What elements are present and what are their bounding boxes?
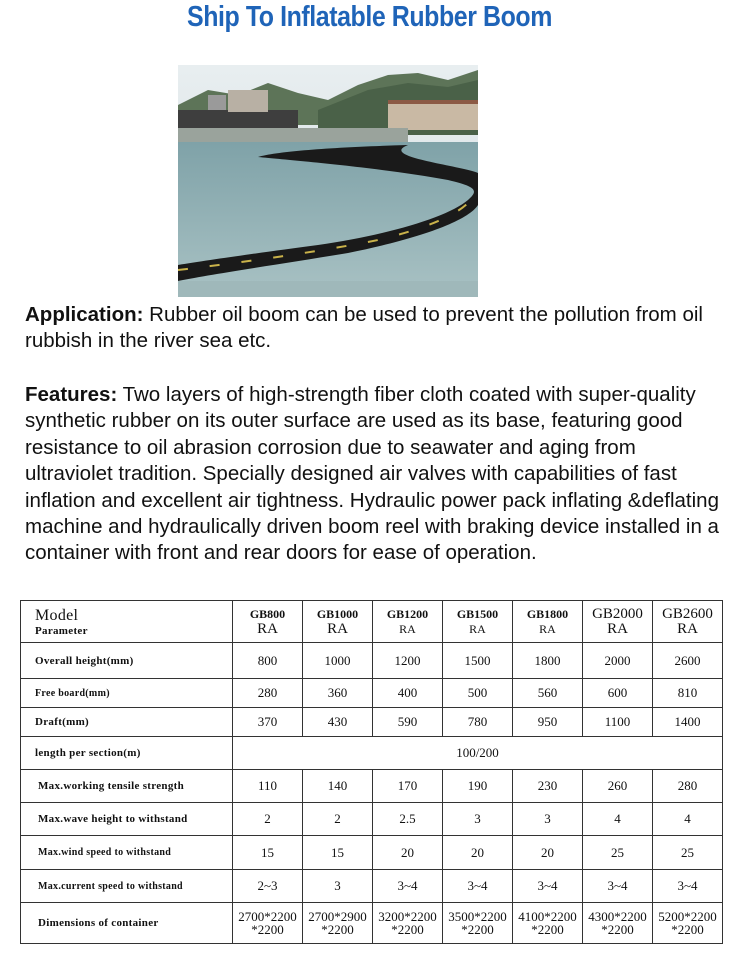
table-cell: 2 — [233, 803, 303, 836]
table-cell: 2700*2900 *2200 — [303, 903, 373, 944]
table-row — [21, 803, 723, 836]
table-cell: 190 — [443, 770, 513, 803]
table-cell: 20 — [373, 836, 443, 870]
table-row — [21, 708, 723, 737]
model-cell: GB2600 RA — [653, 601, 723, 643]
features-text: Two layers of high-strength fiber cloth coated with super-quality synthetic rubber on its outer surface are used as its base, featuring good resistance to oil abrasion corrosion due to seawater and aging from ultraviolet tradition. Specially designed air valves with capabilities of fast inflation and excellent air tightness. Hydraulic power pack inflating &deflating machine and hydraulically driven boom reel with braking device installed in a container with front and rear doors for ease of operation. — [25, 383, 719, 565]
features-heading: Features: — [25, 383, 118, 406]
table-cell: 15 — [303, 836, 373, 870]
model-cell: GB1800 RA — [513, 601, 583, 643]
table-row — [21, 679, 723, 708]
table-cell: 3~4 — [513, 870, 583, 903]
model-cell: GB800 RA — [233, 601, 303, 643]
table-cell: 4 — [583, 803, 653, 836]
table-cell: 2 — [303, 803, 373, 836]
table-cell: 810 — [653, 679, 723, 708]
table-cell: 3~4 — [373, 870, 443, 903]
spec-table — [20, 600, 723, 944]
table-cell: 500 — [443, 679, 513, 708]
row-label: Max.working tensile strength — [21, 770, 233, 803]
table-cell: 4 — [653, 803, 723, 836]
model-cell: GB1000 RA — [303, 601, 373, 643]
table-cell: 280 — [653, 770, 723, 803]
table-cell: 3~4 — [443, 870, 513, 903]
table-cell: 20 — [443, 836, 513, 870]
table-cell: 260 — [583, 770, 653, 803]
table-cell: 110 — [233, 770, 303, 803]
table-cell: 590 — [373, 708, 443, 737]
row-label: Overall height(mm) — [21, 643, 233, 679]
table-cell: 600 — [583, 679, 653, 708]
table-cell: 25 — [653, 836, 723, 870]
header-corner-cell — [21, 601, 233, 643]
table-cell: 560 — [513, 679, 583, 708]
row-label: Free board(mm) — [21, 679, 233, 708]
table-cell: 1400 — [653, 708, 723, 737]
table-cell: 2600 — [653, 643, 723, 679]
table-cell: 1500 — [443, 643, 513, 679]
row-label: Max.wind speed to withstand — [21, 836, 233, 870]
table-row — [21, 903, 723, 944]
application-heading: Application: — [25, 303, 144, 326]
table-cell: 3 — [443, 803, 513, 836]
table-cell: 25 — [583, 836, 653, 870]
application-paragraph — [25, 302, 725, 355]
table-cell: 5200*2200 *2200 — [653, 903, 723, 944]
table-cell: 2~3 — [233, 870, 303, 903]
table-cell: 3~4 — [653, 870, 723, 903]
table-cell: 1100 — [583, 708, 653, 737]
table-row — [21, 836, 723, 870]
header-parameter: Parameter — [35, 624, 88, 637]
table-cell: 1200 — [373, 643, 443, 679]
table-cell: 170 — [373, 770, 443, 803]
table-row — [21, 870, 723, 903]
table-cell: 1000 — [303, 643, 373, 679]
merged-cell: 100/200 — [233, 737, 723, 770]
table-cell: 950 — [513, 708, 583, 737]
row-label: Draft(mm) — [21, 708, 233, 737]
row-label: length per section(m) — [21, 737, 233, 770]
model-cell: GB1500 RA — [443, 601, 513, 643]
table-cell: 4100*2200 *2200 — [513, 903, 583, 944]
page-title: Ship To Inflatable Rubber Boom — [187, 1, 552, 33]
table-cell: 370 — [233, 708, 303, 737]
table-cell: 3 — [303, 870, 373, 903]
features-paragraph — [25, 382, 725, 567]
table-row — [21, 770, 723, 803]
row-label: Dimensions of container — [21, 903, 233, 944]
table-row — [21, 737, 723, 770]
row-label: Max.current speed to withstand — [21, 870, 233, 903]
table-cell: 140 — [303, 770, 373, 803]
table-cell: 1800 — [513, 643, 583, 679]
table-cell: 400 — [373, 679, 443, 708]
header-model: Model — [35, 606, 79, 624]
table-cell: 15 — [233, 836, 303, 870]
table-cell: 2000 — [583, 643, 653, 679]
table-cell: 3 — [513, 803, 583, 836]
table-cell: 4300*2200 *2200 — [583, 903, 653, 944]
table-row — [21, 643, 723, 679]
table-cell: 360 — [303, 679, 373, 708]
table-cell: 3~4 — [583, 870, 653, 903]
table-cell: 2.5 — [373, 803, 443, 836]
model-cell: GB1200 RA — [373, 601, 443, 643]
boom-photo — [178, 65, 478, 297]
model-cell: GB2000 RA — [583, 601, 653, 643]
table-cell: 3200*2200 *2200 — [373, 903, 443, 944]
table-cell: 20 — [513, 836, 583, 870]
table-cell: 280 — [233, 679, 303, 708]
table-header-row — [21, 601, 723, 643]
table-cell: 800 — [233, 643, 303, 679]
row-label: Max.wave height to withstand — [21, 803, 233, 836]
table-cell: 780 — [443, 708, 513, 737]
table-cell: 3500*2200 *2200 — [443, 903, 513, 944]
table-cell: 2700*2200 *2200 — [233, 903, 303, 944]
application-text: Rubber oil boom can be used to prevent the pollution from oil rubbish in the river sea etc. — [25, 303, 703, 353]
table-cell: 430 — [303, 708, 373, 737]
table-cell: 230 — [513, 770, 583, 803]
